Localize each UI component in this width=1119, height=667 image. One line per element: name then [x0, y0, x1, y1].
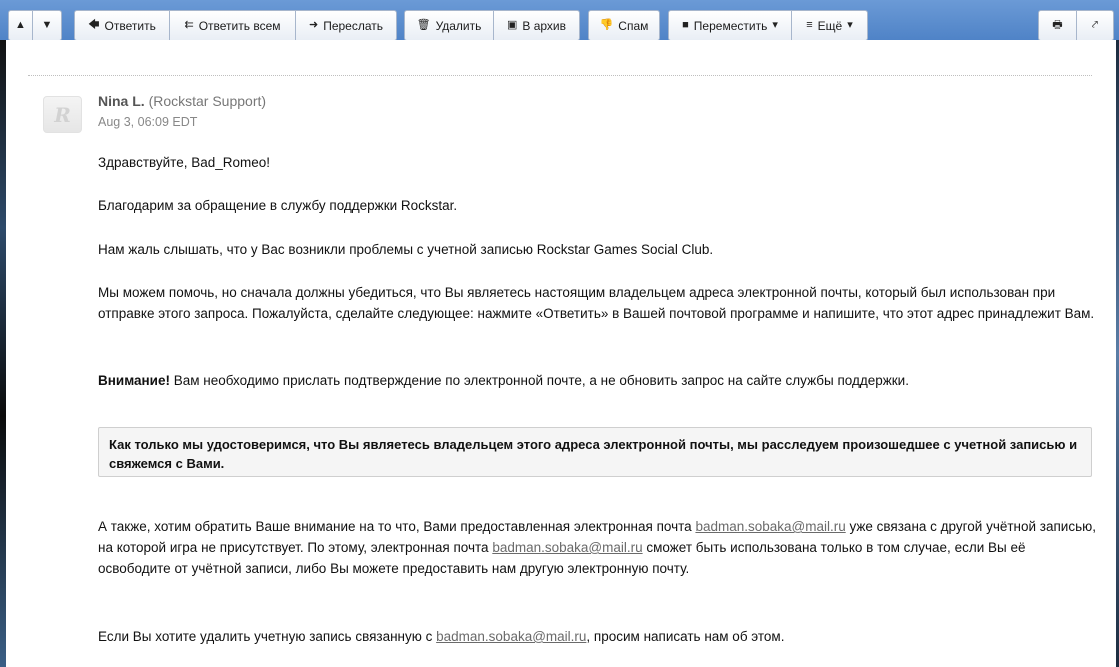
dropdown-caret-icon: ▾ [772, 19, 778, 31]
forward-button[interactable] [296, 10, 397, 41]
move-button[interactable] [668, 10, 792, 41]
paragraph-5-text-c: сможет быть использована только в том случае, если Вы её освободите от учётной записи, либо Вы можете предоставить нам другую электронную почту. [98, 540, 1026, 576]
delete-label: Удалить [435, 18, 482, 33]
move-label: Переместить [693, 18, 768, 33]
forward-label: Переслать [323, 18, 384, 33]
spam-button[interactable] [588, 10, 660, 41]
paragraph-5 [98, 516, 1098, 579]
toolbar [0, 0, 1119, 40]
paragraph-5-text-b: уже связана с другой учётной записью, на которой игра не присутствует. По этому, электронная почта [98, 519, 1097, 555]
spam-label: Спам [618, 18, 649, 33]
forward-icon: ➜ [308, 19, 319, 31]
attention-label: Внимание! [98, 373, 170, 388]
reply-all-label: Ответить всем [198, 18, 281, 33]
reply-icon: 🡄 [88, 19, 100, 31]
callout-box: Как только мы удостоверимся, что Вы являетесь владельцем этого адреса электронной почты, мы расследуем произошедшее с учетной записью и свяжемся с Вами. [98, 427, 1092, 477]
reply-button[interactable] [74, 10, 170, 41]
paragraph-1: Благодарим за обращение в службу поддержки Rockstar. [98, 198, 458, 213]
email-link[interactable]: badman.sobaka@mail.ru [695, 519, 846, 534]
paragraph-2: Нам жаль слышать, что у Вас возникли проблемы с учетной записью Rockstar Games Social Club. [98, 242, 714, 257]
email-link[interactable]: badman.sobaka@mail.ru [492, 540, 643, 555]
previous-message-button[interactable] [8, 10, 33, 41]
archive-label: В архив [522, 18, 567, 33]
sender-name[interactable]: Nina L. [98, 93, 145, 109]
menu-lines-icon: ≡ [806, 19, 813, 31]
archive-button[interactable] [494, 10, 580, 41]
email-link[interactable]: badman.sobaka@mail.ru [436, 629, 587, 644]
message-date: Aug 3, 06:09 EDT [98, 115, 198, 129]
dropdown-caret-icon: ▾ [847, 19, 853, 31]
paragraph-3: Мы можем помочь, но сначала должны убедиться, что Вы являетесь настоящим владельцем адреса электронной почты, который был использован при отправке этого запроса. Пожалуйста, сделайте следующее: нажмите «Ответить» в Вашей почтовой программе и напишите, что этот адрес принадлежит Вам. [98, 285, 1095, 321]
arrow-up-icon: ▲ [15, 19, 26, 31]
sender-avatar: R [43, 96, 82, 133]
next-message-button[interactable] [33, 10, 62, 41]
sender-org: (Rockstar Support) [148, 93, 267, 109]
paragraph-6-text-b: , просим написать нам об этом. [586, 629, 785, 644]
arrow-down-icon: ▼ [41, 19, 53, 31]
attention-text: Вам необходимо прислать подтверждение по электронной почте, а не обновить запрос на сайте службы поддержки. [169, 373, 909, 388]
reply-all-icon: ⇇ [184, 19, 194, 31]
paragraph-6 [98, 626, 1098, 647]
attention-paragraph [98, 370, 1098, 391]
divider [28, 75, 1092, 76]
popout-icon: ⤤ [1091, 19, 1099, 31]
reply-label: Ответить [104, 18, 156, 33]
greeting: Здравствуйте, Bad_Romeo! [98, 155, 271, 170]
printer-icon: 🖶 [1052, 19, 1063, 31]
print-button[interactable] [1038, 10, 1077, 41]
paragraph-6-text-a: Если Вы хотите удалить учетную запись связанную с [98, 629, 437, 644]
popout-button[interactable] [1077, 10, 1114, 41]
delete-button[interactable] [404, 10, 494, 41]
archive-icon: ▣ [506, 19, 518, 31]
more-button[interactable] [792, 10, 868, 41]
message-panel [6, 40, 1116, 667]
thumbs-down-icon: 👎 [599, 19, 614, 31]
trash-icon: 🗑 [416, 19, 431, 31]
sender-line [98, 93, 266, 109]
paragraph-5-text-a: А также, хотим обратить Ваше внимание на то что, Вами предоставленная электронная почта [98, 519, 696, 534]
more-label: Ещё [817, 18, 843, 33]
reply-all-button[interactable] [170, 10, 296, 41]
folder-icon: ■ [682, 19, 689, 31]
